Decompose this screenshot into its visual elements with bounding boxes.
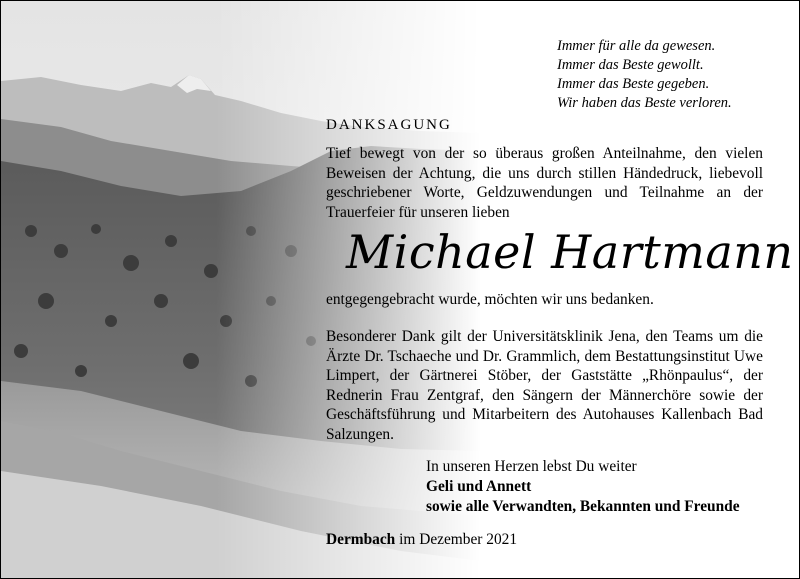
intro-paragraph: Tief bewegt von der so überaus großen Anteilnahme, den vielen Beweisen der Achtung, die uns durch stillen Händedruck, liebevoll geschriebener Worte, Geldzuwendungen und Teilnahme an der Trauerfeier für unseren lieben <box>326 145 763 221</box>
memorial-poem <box>557 37 787 113</box>
place-date: im Dezember 2021 <box>399 531 518 548</box>
after-name-paragraph: entgegengebracht wurde, möchten wir uns bedanken. <box>326 291 654 308</box>
place-date-line <box>326 531 517 549</box>
place-town: Dermbach <box>326 531 396 548</box>
notice-heading: DANKSAGUNG <box>326 117 452 133</box>
poem-line: Immer das Beste gegeben. <box>557 76 710 92</box>
relatives-line: sowie alle Verwandten, Bekannten und Freunde <box>426 498 740 515</box>
thanks-paragraph: Besonderer Dank gilt der Universitätsklinik Jena, den Teams um die Ärzte Dr. Tschaeche und Dr. Grammlich, dem Bestattungsinstitut Uwe Limpert, der Gärtnerei Stöber, der Gaststätte „Rhönpaulus“, der Rednerin Frau Zentgraf, den Sängern der Männerchöre sowie der Geschäftsführung und Mitarbeitern des Autohauses Kallenbach Bad Salzungen. <box>326 328 763 443</box>
poem-line: Immer das Beste gewollt. <box>557 57 704 73</box>
poem-line: Immer für alle da gewesen. <box>557 38 716 54</box>
poem-line: Wir haben das Beste verloren. <box>557 95 732 111</box>
deceased-name: Michael Hartmann <box>346 225 794 279</box>
family-names: Geli und Annett <box>426 478 532 495</box>
closing-block <box>426 457 786 517</box>
closing-line: In unseren Herzen lebst Du weiter <box>426 458 637 475</box>
